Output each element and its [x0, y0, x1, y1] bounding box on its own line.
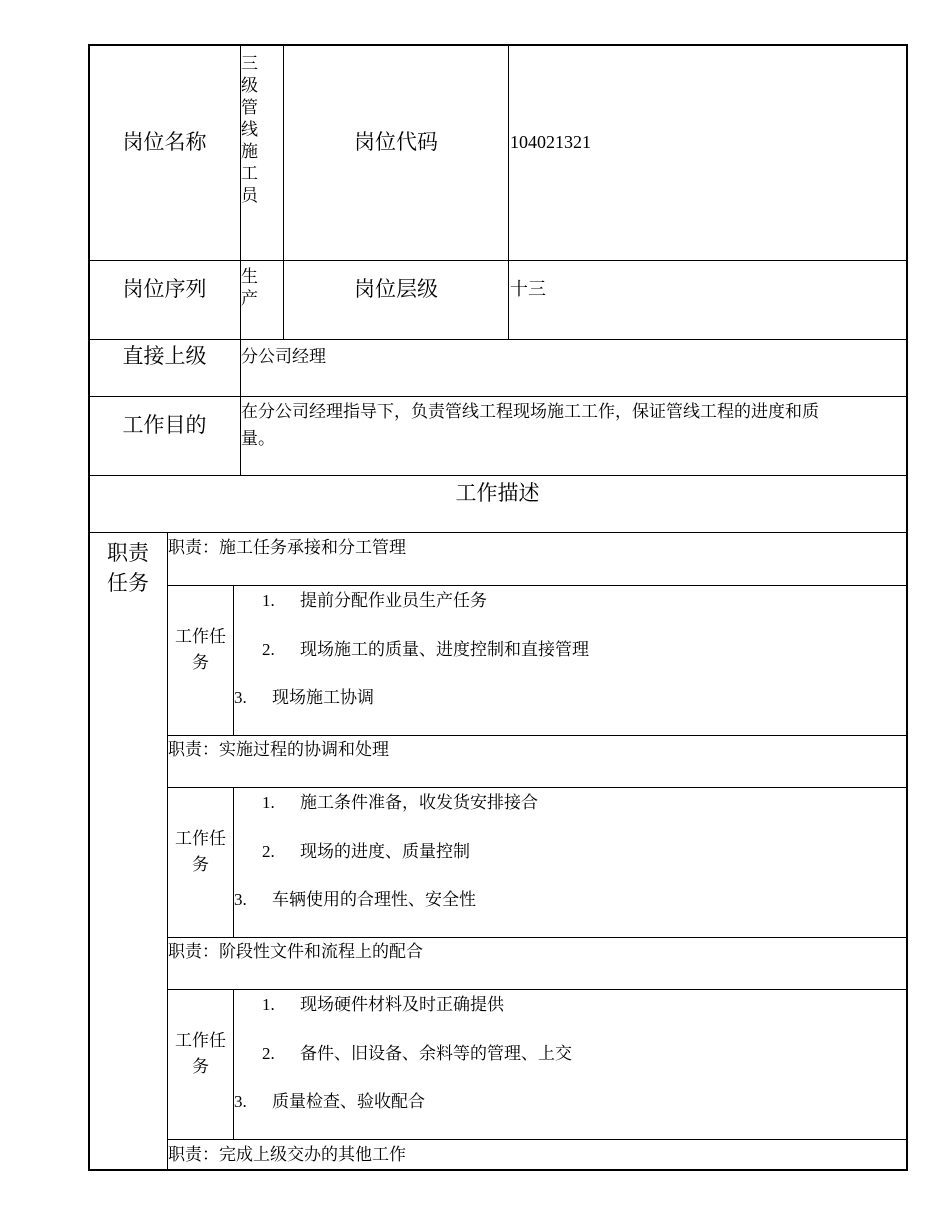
work-purpose-line-2: 量。 — [241, 429, 275, 448]
position-sequence-value: 生产 — [241, 267, 258, 308]
rule — [88, 1169, 907, 1171]
task-label: 工作任务 — [175, 829, 226, 874]
task-number: 1. — [262, 793, 275, 812]
task-number: 2. — [262, 1044, 275, 1063]
duty-title: 职责：施工任务承接和分工管理 — [168, 538, 406, 557]
rule — [167, 735, 907, 736]
rule — [88, 44, 90, 1171]
duty-task-label: 职责任务 — [107, 541, 149, 595]
rule — [167, 585, 907, 586]
task-label: 工作任务 — [175, 1031, 226, 1076]
rule — [508, 44, 509, 340]
task-text: 现场施工的质量、进度控制和直接管理 — [300, 640, 589, 659]
position-sequence-label: 岗位序列 — [122, 277, 207, 301]
task-text: 提前分配作业员生产任务 — [300, 591, 487, 610]
rule — [88, 260, 907, 261]
task-text: 现场的进度、质量控制 — [300, 842, 470, 861]
rule — [233, 585, 234, 736]
position-level-value: 十三 — [510, 279, 546, 299]
task-number: 3. — [234, 688, 247, 707]
task-number: 2. — [262, 640, 275, 659]
position-name-value: 三级管线施工员 — [241, 54, 258, 205]
task-text: 质量检查、验收配合 — [272, 1092, 425, 1111]
work-purpose-line-1: 在分公司经理指导下，负责管线工程现场施工工作，保证管线工程的进度和质 — [241, 402, 819, 421]
rule — [88, 532, 907, 533]
rule — [88, 339, 907, 340]
task-number: 2. — [262, 842, 275, 861]
task-text: 施工条件准备，收发货安排接合 — [300, 793, 538, 812]
task-text: 现场施工协调 — [272, 688, 374, 707]
rule — [167, 1139, 907, 1140]
rule — [167, 787, 907, 788]
task-number: 1. — [262, 591, 275, 610]
work-description-title: 工作描述 — [455, 481, 540, 505]
task-number: 3. — [234, 890, 247, 909]
rule — [88, 44, 907, 46]
rule — [167, 989, 907, 990]
position-code-value: 104021321 — [510, 132, 591, 152]
position-code-label: 岗位代码 — [354, 130, 438, 154]
rule — [167, 937, 907, 938]
task-text: 现场硬件材料及时正确提供 — [300, 995, 504, 1014]
position-name-label: 岗位名称 — [122, 130, 207, 154]
task-number: 3. — [234, 1092, 247, 1111]
rule — [233, 787, 234, 938]
duty-title: 职责：完成上级交办的其他工作 — [168, 1145, 406, 1164]
rule — [88, 475, 907, 476]
direct-superior-label: 直接上级 — [122, 344, 207, 368]
direct-superior-value: 分公司经理 — [241, 347, 326, 366]
task-text: 备件、旧设备、余料等的管理、上交 — [300, 1044, 572, 1063]
task-label: 工作任务 — [175, 627, 226, 672]
task-number: 1. — [262, 995, 275, 1014]
rule — [906, 44, 908, 1171]
duty-title: 职责：实施过程的协调和处理 — [168, 740, 389, 759]
rule — [233, 989, 234, 1140]
position-level-label: 岗位层级 — [354, 277, 438, 301]
task-text: 车辆使用的合理性、安全性 — [272, 890, 476, 909]
duty-title: 职责：阶段性文件和流程上的配合 — [168, 942, 423, 961]
work-purpose-label: 工作目的 — [122, 413, 207, 437]
rule — [88, 396, 907, 397]
